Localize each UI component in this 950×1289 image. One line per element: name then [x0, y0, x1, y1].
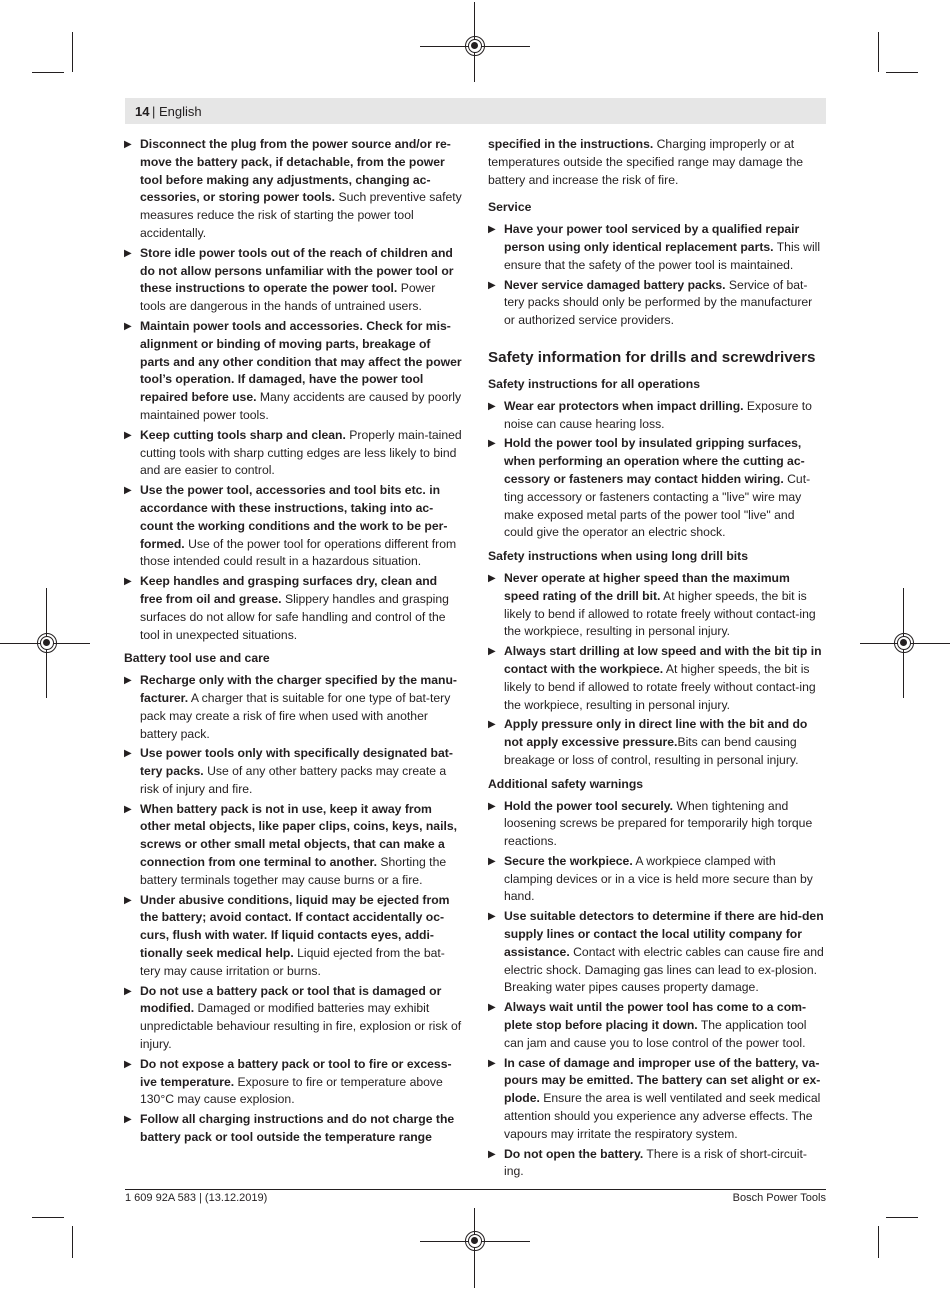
bullet-arrow-icon: ▶ [124, 320, 132, 332]
item-bold-text: Use suitable detectors to determine if there are hid-den supply lines or contact the local utility company for assistance. [504, 909, 824, 959]
item-bold-text: Store idle power tools out of the reach of children and do not allow persons unfamiliar with the power tool or these instructions to operate the power tool. [140, 245, 454, 296]
additional-warnings-heading: Additional safety warnings [488, 776, 644, 791]
section-heading: Safety information for drills and screwdrivers [488, 348, 816, 366]
item-bold-text: Maintain power tools and accessories. Check for mis-alignment or binding of moving parts, breakage of parts and any other condition that may affect the power tool’s operation. If damaged, have the power tool repaired before use. [140, 318, 462, 405]
bullet-arrow-icon: ▶ [124, 429, 132, 441]
continued-paragraph [488, 136, 826, 189]
continued-text: Charging improperly or at temperatures outside the specified range may damage the battery and increase the risk of fire. [488, 137, 804, 187]
all-operations-heading: Safety instructions for all operations [488, 376, 700, 391]
bullet-arrow-icon: ▶ [488, 911, 496, 923]
item-text: The application tool can jam and cause you to lose control of the power tool. [504, 1018, 807, 1050]
item-bold-text: Keep handles and grasping surfaces dry, clean and free from oil and grease. [140, 574, 438, 606]
brand-footer: Bosch Power Tools [732, 1192, 826, 1204]
item-text: Bits can bend causing breakage or loss of control, resulting in personal injury. [504, 735, 799, 767]
header-separator: | [152, 104, 156, 119]
item-text: When tightening and loosening screws be prepared for temporarily high torque reactions. [504, 798, 813, 849]
bullet-arrow-icon: ▶ [488, 438, 496, 450]
list-item [488, 1055, 826, 1144]
bullet-arrow-icon: ▶ [488, 224, 496, 236]
right-column [488, 136, 826, 1183]
left-column [124, 136, 462, 1149]
item-bold-text: Never operate at higher speed than the maximum speed rating of the drill bit. [504, 570, 790, 603]
list-item [124, 1111, 462, 1147]
long-drill-bits-list [488, 570, 826, 770]
list-item [488, 908, 826, 997]
additional-warnings-list [488, 798, 826, 1182]
item-bold-text: Hold the power tool by insulated gripping surfaces, when performing an operation where the cutting ac-cessory or fasteners may contact hidden wiring. [504, 436, 805, 486]
item-text: Exposure to noise can cause hearing loss. [504, 398, 812, 431]
bullet-arrow-icon: ▶ [488, 646, 496, 658]
bullet-arrow-icon: ▶ [488, 855, 496, 867]
item-bold-text: In case of damage and improper use of the battery, va-pours may be emitted. The battery can set alight or ex-plode. [504, 1055, 821, 1106]
item-text: Properly main-tained cutting tools with sharp cutting edges are less likely to bind and are easier to control. [140, 427, 462, 478]
item-bold-text: Disconnect the plug from the power source and/or re-move the battery pack, if detachable, from the power tool before making any adjustments, changing ac-cessories, or storing power tools. [140, 137, 451, 205]
list-item [124, 801, 462, 890]
bullet-arrow-icon: ▶ [488, 1002, 496, 1014]
item-bold-text: Recharge only with the charger specified by the manu-facturer. [140, 673, 457, 705]
bullet-arrow-icon: ▶ [488, 400, 496, 412]
general-safety-list [124, 136, 462, 644]
bullet-arrow-icon: ▶ [124, 576, 132, 588]
list-item [488, 853, 826, 906]
all-operations-list [488, 398, 826, 542]
item-bold-text: Always wait until the power tool has come to a com-plete stop before placing it down. [504, 1000, 807, 1033]
item-bold-text: Under abusive conditions, liquid may be ejected from the battery; avoid contact. If contact accidentally oc-curs, flush with water. If liquid contacts eyes, addi-tionally seek medical help. [140, 892, 450, 961]
list-item [124, 892, 462, 981]
list-item [124, 482, 462, 571]
list-item [124, 136, 462, 243]
bullet-arrow-icon: ▶ [488, 572, 496, 584]
bullet-arrow-icon: ▶ [124, 748, 132, 760]
item-text: Slippery handles and grasping surfaces do not allow for safe handling and control of the tool in unexpected situations. [140, 591, 449, 642]
item-bold-text: Apply pressure only in direct line with the bit and do not apply excessive pressure. [504, 717, 808, 750]
list-item [488, 798, 826, 851]
item-text: Use of any other battery packs may create a risk of injury and fire. [140, 764, 447, 796]
crop-mark [886, 72, 918, 73]
crop-mark [32, 72, 64, 73]
list-item [488, 435, 826, 542]
battery-heading: Battery tool use and care [124, 651, 270, 666]
item-text: Shorting the battery terminals together may cause burns or a fire. [140, 855, 447, 887]
item-text: A workpiece clamped with clamping devices or in a vice is held more secure than by hand. [504, 853, 813, 904]
item-bold-text: Do not use a battery pack or tool that is damaged or modified. [140, 983, 442, 1016]
item-text: Exposure to fire or temperature above 130°C may cause explosion. [140, 1074, 443, 1107]
page-language: English [159, 104, 202, 119]
item-text: Contact with electric cables can cause fire and electric shock. Damaging gas lines can lead to ex-plosion. Breaking water pipes causes property damage. [504, 944, 824, 995]
bullet-arrow-icon: ▶ [124, 1114, 132, 1126]
crop-mark [878, 1226, 879, 1258]
registration-mark-icon [897, 636, 911, 650]
item-text: A charger that is suitable for one type of bat-tery pack may create a risk of fire when used with another battery pack. [140, 690, 451, 741]
crop-mark [878, 32, 879, 72]
bullet-arrow-icon: ▶ [124, 985, 132, 997]
list-item [488, 570, 826, 641]
continued-bold-text: specified in the instructions. [488, 137, 654, 151]
item-bold-text: Have your power tool serviced by a qualified repair person using only identical replacement parts. [504, 222, 800, 254]
item-text: Liquid ejected from the bat-tery may cause irritation or burns. [140, 946, 445, 978]
registration-mark-icon [468, 1234, 482, 1248]
bullet-arrow-icon: ▶ [124, 247, 132, 259]
item-bold-text: Wear ear protectors when impact drilling. [504, 398, 744, 413]
bullet-arrow-icon: ▶ [488, 800, 496, 812]
list-item [124, 573, 462, 644]
list-item [124, 427, 462, 480]
item-text: Power tools are dangerous in the hands of untrained users. [140, 281, 436, 314]
item-text: Damaged or modified batteries may exhibit unpredictable behaviour resulting in fire, explosion or risk of injury. [140, 1001, 462, 1052]
list-item [488, 999, 826, 1052]
long-drill-bits-heading: Safety instructions when using long drill bits [488, 549, 749, 564]
bullet-arrow-icon: ▶ [124, 1058, 132, 1070]
item-bold-text: When battery pack is not in use, keep it away from other metal objects, like paper clips, coins, keys, nails, screws or other small metal objects, that can make a connection from one terminal to another. [140, 801, 457, 870]
bullet-arrow-icon: ▶ [124, 803, 132, 815]
list-item [488, 716, 826, 769]
crop-mark [72, 32, 73, 72]
registration-mark-icon [40, 636, 54, 650]
list-item [488, 398, 826, 434]
list-item [124, 672, 462, 743]
item-text: Ensure the area is well ventilated and seek medical attention should you experience any adverse effects. The vapours may irritate the respiratory system. [504, 1091, 821, 1141]
item-bold-text: Always start drilling at low speed and with the bit tip in contact with the workpiece. [504, 644, 822, 676]
item-text: At higher speeds, the bit is likely to bend if allowed to rotate freely without contact-ing the workpiece, resulting in personal injury. [504, 588, 816, 639]
item-text: Such preventive safety measures reduce the risk of starting the power tool accidentally. [140, 190, 462, 240]
page-number: 14 [135, 104, 150, 119]
crop-mark [886, 1217, 918, 1218]
bullet-arrow-icon: ▶ [488, 1057, 496, 1069]
item-bold-text: Use the power tool, accessories and tool bits etc. in accordance with these instructions, taking into ac-count the working conditions and the work to be per-formed. [140, 483, 448, 551]
item-text: At higher speeds, the bit is likely to bend if allowed to rotate freely without contact-ing the workpiece, resulting in personal injury. [504, 661, 816, 712]
item-text: Service of bat-tery packs should only be performed by the manufacturer or authorized service providers. [504, 277, 813, 328]
list-item [124, 1056, 462, 1109]
crop-mark [32, 1217, 64, 1218]
footer-rule [125, 1189, 826, 1190]
item-bold-text: Do not open the battery. [504, 1146, 644, 1161]
list-item [488, 221, 826, 274]
document-id: 1 609 92A 583 | (13.12.2019) [125, 1192, 268, 1204]
item-bold-text: Do not expose a battery pack or tool to fire or excess-ive temperature. [140, 1056, 452, 1089]
bullet-arrow-icon: ▶ [124, 139, 132, 150]
battery-safety-list [124, 672, 462, 1147]
list-item [124, 245, 462, 316]
list-item [124, 983, 462, 1054]
list-item [488, 1146, 826, 1182]
registration-mark-icon [468, 39, 482, 53]
bullet-arrow-icon: ▶ [488, 719, 496, 731]
list-item [488, 643, 826, 714]
list-item [488, 277, 826, 330]
item-bold-text: Follow all charging instructions and do not charge the battery pack or tool outside the temperature range [140, 1112, 455, 1145]
item-bold-text: Secure the workpiece. [504, 853, 633, 868]
item-text: Cut-ting accessory or fasteners contacting a "live" wire may make exposed metal parts of the power tool "live" and could give the operator an electric shock. [504, 471, 811, 540]
bullet-arrow-icon: ▶ [488, 279, 496, 291]
item-text: Many accidents are caused by poorly maintained power tools. [140, 390, 462, 422]
crop-mark [72, 1226, 73, 1258]
item-text: This will ensure that the safety of the power tool is maintained. [504, 239, 821, 272]
item-text: There is a risk of short-circuit-ing. [504, 1146, 807, 1179]
bullet-arrow-icon: ▶ [488, 1148, 496, 1160]
service-heading: Service [488, 200, 532, 215]
bullet-arrow-icon: ▶ [124, 485, 132, 497]
item-bold-text: Never service damaged battery packs. [504, 277, 726, 292]
service-list [488, 221, 826, 330]
list-item [124, 318, 462, 425]
item-text: Use of the power tool for operations different from those intended could result in a hazardous situation. [140, 536, 457, 569]
bullet-arrow-icon: ▶ [124, 675, 132, 687]
header-band [125, 98, 826, 124]
item-bold-text: Keep cutting tools sharp and clean. [140, 427, 346, 442]
item-bold-text: Use power tools only with specifically designated bat-tery packs. [140, 746, 453, 779]
item-bold-text: Hold the power tool securely. [504, 798, 674, 813]
bullet-arrow-icon: ▶ [124, 894, 132, 906]
list-item [124, 745, 462, 798]
